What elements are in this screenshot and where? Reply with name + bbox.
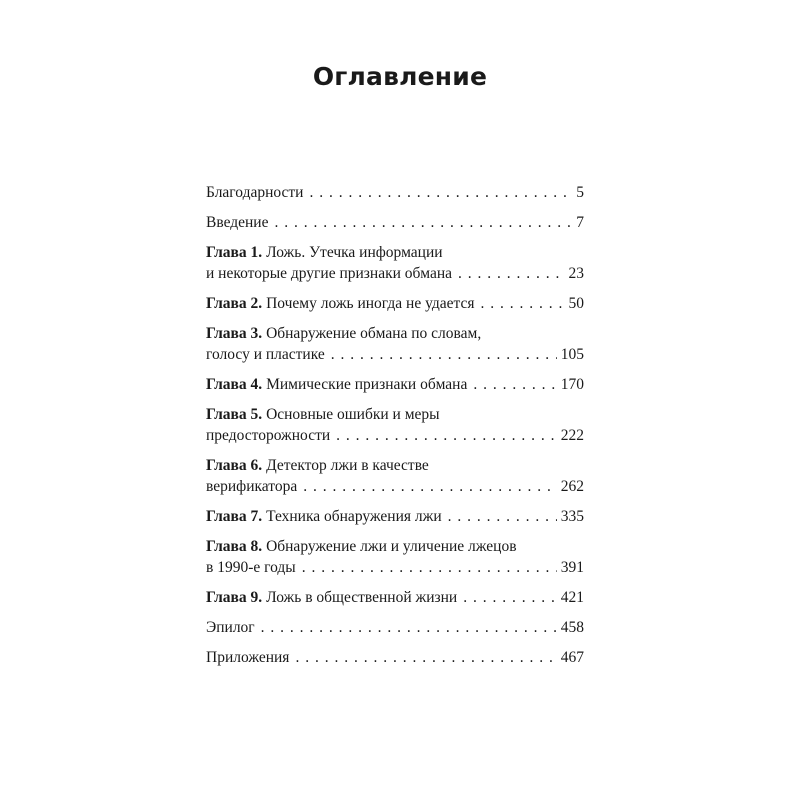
toc-entry	[206, 617, 584, 638]
toc-entry-text	[206, 506, 442, 527]
chapter-label: Глава 8.	[206, 538, 263, 555]
toc-entry-line	[206, 557, 584, 578]
toc-entry-line	[206, 263, 584, 284]
page-number: 7	[576, 214, 584, 231]
entry-title: Детектор лжи в качестве	[266, 457, 429, 474]
toc-entry-text	[206, 344, 325, 365]
toc-entry-text	[206, 293, 474, 314]
entry-title: Ложь. Утечка информации	[266, 244, 443, 261]
toc-entry	[206, 323, 584, 365]
page-number: 50	[568, 295, 584, 312]
toc-entry-line	[206, 425, 584, 446]
toc-entry	[206, 647, 584, 668]
chapter-label: Глава 2.	[206, 295, 263, 312]
toc-entry-line	[206, 476, 584, 497]
dot-leader	[448, 506, 557, 527]
toc-entry-text	[206, 325, 481, 342]
toc-entry	[206, 212, 584, 233]
entry-title: и некоторые другие признаки обмана	[206, 265, 453, 282]
page-number: 5	[576, 184, 584, 201]
chapter-label: Глава 3.	[206, 325, 263, 342]
toc-entry-line	[206, 293, 584, 314]
chapter-label: Глава 7.	[206, 508, 263, 525]
toc-entry-line	[206, 182, 584, 203]
page-number: 170	[560, 376, 584, 393]
toc-entry-text	[206, 263, 452, 284]
chapter-label: Глава 5.	[206, 406, 263, 423]
toc-entry	[206, 182, 584, 203]
entry-title: Введение	[206, 214, 269, 231]
toc-entry-line	[206, 506, 584, 527]
toc-entry-line	[206, 344, 584, 365]
dot-leader	[303, 476, 557, 497]
page-number: 262	[560, 478, 584, 495]
entry-title: Почему ложь иногда не удается	[266, 295, 475, 312]
toc-entry-text	[206, 457, 429, 474]
toc-entry-text	[206, 557, 296, 578]
toc-entry-text	[206, 212, 268, 233]
toc-entry-text	[206, 182, 303, 203]
toc-entry-line	[206, 242, 584, 263]
toc-entry	[206, 374, 584, 395]
toc-entry	[206, 242, 584, 284]
dot-leader	[302, 557, 557, 578]
chapter-label: Глава 6.	[206, 457, 263, 474]
page-number: 458	[560, 619, 584, 636]
page-title: Оглавление	[312, 62, 488, 91]
toc-entry-text	[206, 587, 457, 608]
dot-leader	[480, 293, 564, 314]
page-number: 421	[560, 589, 584, 606]
dot-leader	[336, 425, 557, 446]
toc-entry	[206, 293, 584, 314]
toc-entry-line	[206, 374, 584, 395]
toc-entry	[206, 536, 584, 578]
toc-entry-line	[206, 617, 584, 638]
toc-entry-text	[206, 406, 440, 423]
table-of-contents	[206, 182, 584, 677]
toc-entry-text	[206, 425, 330, 446]
toc-entry-line	[206, 212, 584, 233]
entry-title: Основные ошибки и меры	[266, 406, 440, 423]
entry-title: верификатора	[206, 478, 298, 495]
toc-entry-text	[206, 374, 467, 395]
entry-title: Обнаружение обмана по словам,	[266, 325, 482, 342]
chapter-label: Глава 4.	[206, 376, 263, 393]
entry-title: Обнаружение лжи и уличение лжецов	[266, 538, 517, 555]
toc-entry-text	[206, 647, 289, 668]
dot-leader	[274, 212, 572, 233]
dot-leader	[295, 647, 556, 668]
entry-title: Мимические признаки обмана	[266, 376, 468, 393]
toc-entry-text	[206, 617, 255, 638]
entry-title: Ложь в общественной жизни	[266, 589, 458, 606]
page-number: 222	[560, 427, 584, 444]
page-number: 105	[560, 346, 584, 363]
dot-leader	[331, 344, 557, 365]
toc-entry-text	[206, 538, 517, 555]
page-number: 23	[568, 265, 584, 282]
toc-entry-line	[206, 587, 584, 608]
toc-entry-line	[206, 323, 584, 344]
entry-title: в 1990-е годы	[206, 559, 296, 576]
entry-title: предосторожности	[206, 427, 331, 444]
page-number: 467	[560, 649, 584, 666]
toc-entry-text	[206, 244, 443, 261]
dot-leader	[458, 263, 564, 284]
toc-entry	[206, 506, 584, 527]
toc-entry	[206, 587, 584, 608]
toc-entry	[206, 455, 584, 497]
dot-leader	[261, 617, 557, 638]
page-number: 391	[560, 559, 584, 576]
toc-entry-line	[206, 404, 584, 425]
toc-entry	[206, 404, 584, 446]
chapter-label: Глава 1.	[206, 244, 263, 261]
dot-leader	[309, 182, 572, 203]
entry-title: Эпилог	[206, 619, 255, 636]
page-number: 335	[560, 508, 584, 525]
toc-entry-text	[206, 476, 297, 497]
dot-leader	[473, 374, 556, 395]
toc-entry-line	[206, 536, 584, 557]
entry-title: голосу и пластике	[206, 346, 325, 363]
dot-leader	[463, 587, 557, 608]
toc-entry-line	[206, 647, 584, 668]
entry-title: Приложения	[206, 649, 290, 666]
entry-title: Благодарности	[206, 184, 304, 201]
entry-title: Техника обнаружения лжи	[266, 508, 442, 525]
toc-entry-line	[206, 455, 584, 476]
chapter-label: Глава 9.	[206, 589, 263, 606]
